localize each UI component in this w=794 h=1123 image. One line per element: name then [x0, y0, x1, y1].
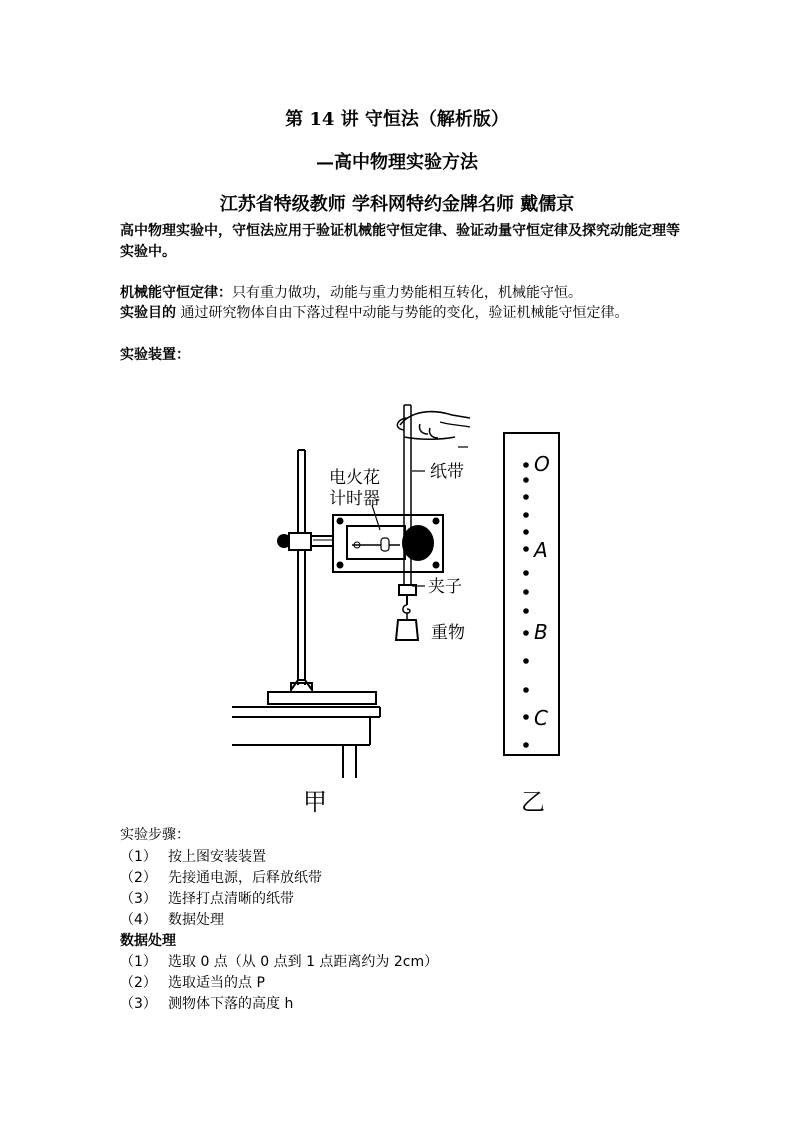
steps-title: 实验步骤： — [120, 827, 190, 843]
ink-disc — [403, 526, 433, 560]
aim-text: 通过研究物体自由下落过程中动能与势能的变化，验证机械能守恒定律。 — [176, 305, 629, 321]
data-processing-title: 数据处理 — [120, 933, 176, 949]
caption-left: 甲 — [303, 788, 327, 816]
law-label: 机械能守恒定律： — [120, 285, 232, 301]
intro-paragraph: 高中物理实验中，守恒法应用于验证机械能守恒定律、验证动量守恒定律及探究动能定理等实验中。 — [120, 223, 680, 260]
stand-base — [268, 692, 376, 704]
printed-tape — [504, 433, 559, 755]
point-label-o: O — [534, 452, 550, 476]
tape-label: 纸带 — [430, 462, 464, 482]
timer-label-2: 计时器 — [329, 489, 380, 509]
aim-label: 实验目的 — [120, 305, 176, 321]
timer-label-1: 电火花 — [329, 468, 380, 488]
data-item: （3） 测物体下落的高度 h — [120, 996, 294, 1012]
step-item: （1） 按上图安装装置 — [120, 849, 266, 865]
step-item: （3） 选择打点清晰的纸带 — [120, 891, 294, 907]
law-text: 只有重力做功，动能与重力势能相互转化，机械能守恒。 — [232, 285, 582, 301]
stand-base-knob — [291, 680, 312, 690]
point-label-c: C — [534, 706, 548, 730]
document-subtitle: —高中物理实验方法 — [316, 152, 478, 173]
point-label-a: A — [534, 538, 548, 562]
device-label: 实验装置： — [120, 347, 190, 363]
document-title: 第 14 讲 守恒法（解析版） — [285, 109, 509, 130]
data-item: （2） 选取适当的点 P — [120, 975, 265, 991]
caption-right: 乙 — [521, 788, 545, 816]
step-item: （2） 先接通电源，后释放纸带 — [120, 870, 322, 886]
clip-label: 夹子 — [428, 577, 462, 597]
weight-label: 重物 — [431, 623, 465, 643]
step-item: （4） 数据处理 — [120, 912, 224, 928]
document-author: 江苏省特级教师 学科网特约金牌名师 戴儒京 — [219, 194, 575, 215]
data-item: （1） 选取 0 点（从 0 点到 1 点距离约为 2cm） — [120, 954, 439, 970]
point-label-b: B — [534, 620, 548, 644]
weight-block — [396, 620, 418, 640]
